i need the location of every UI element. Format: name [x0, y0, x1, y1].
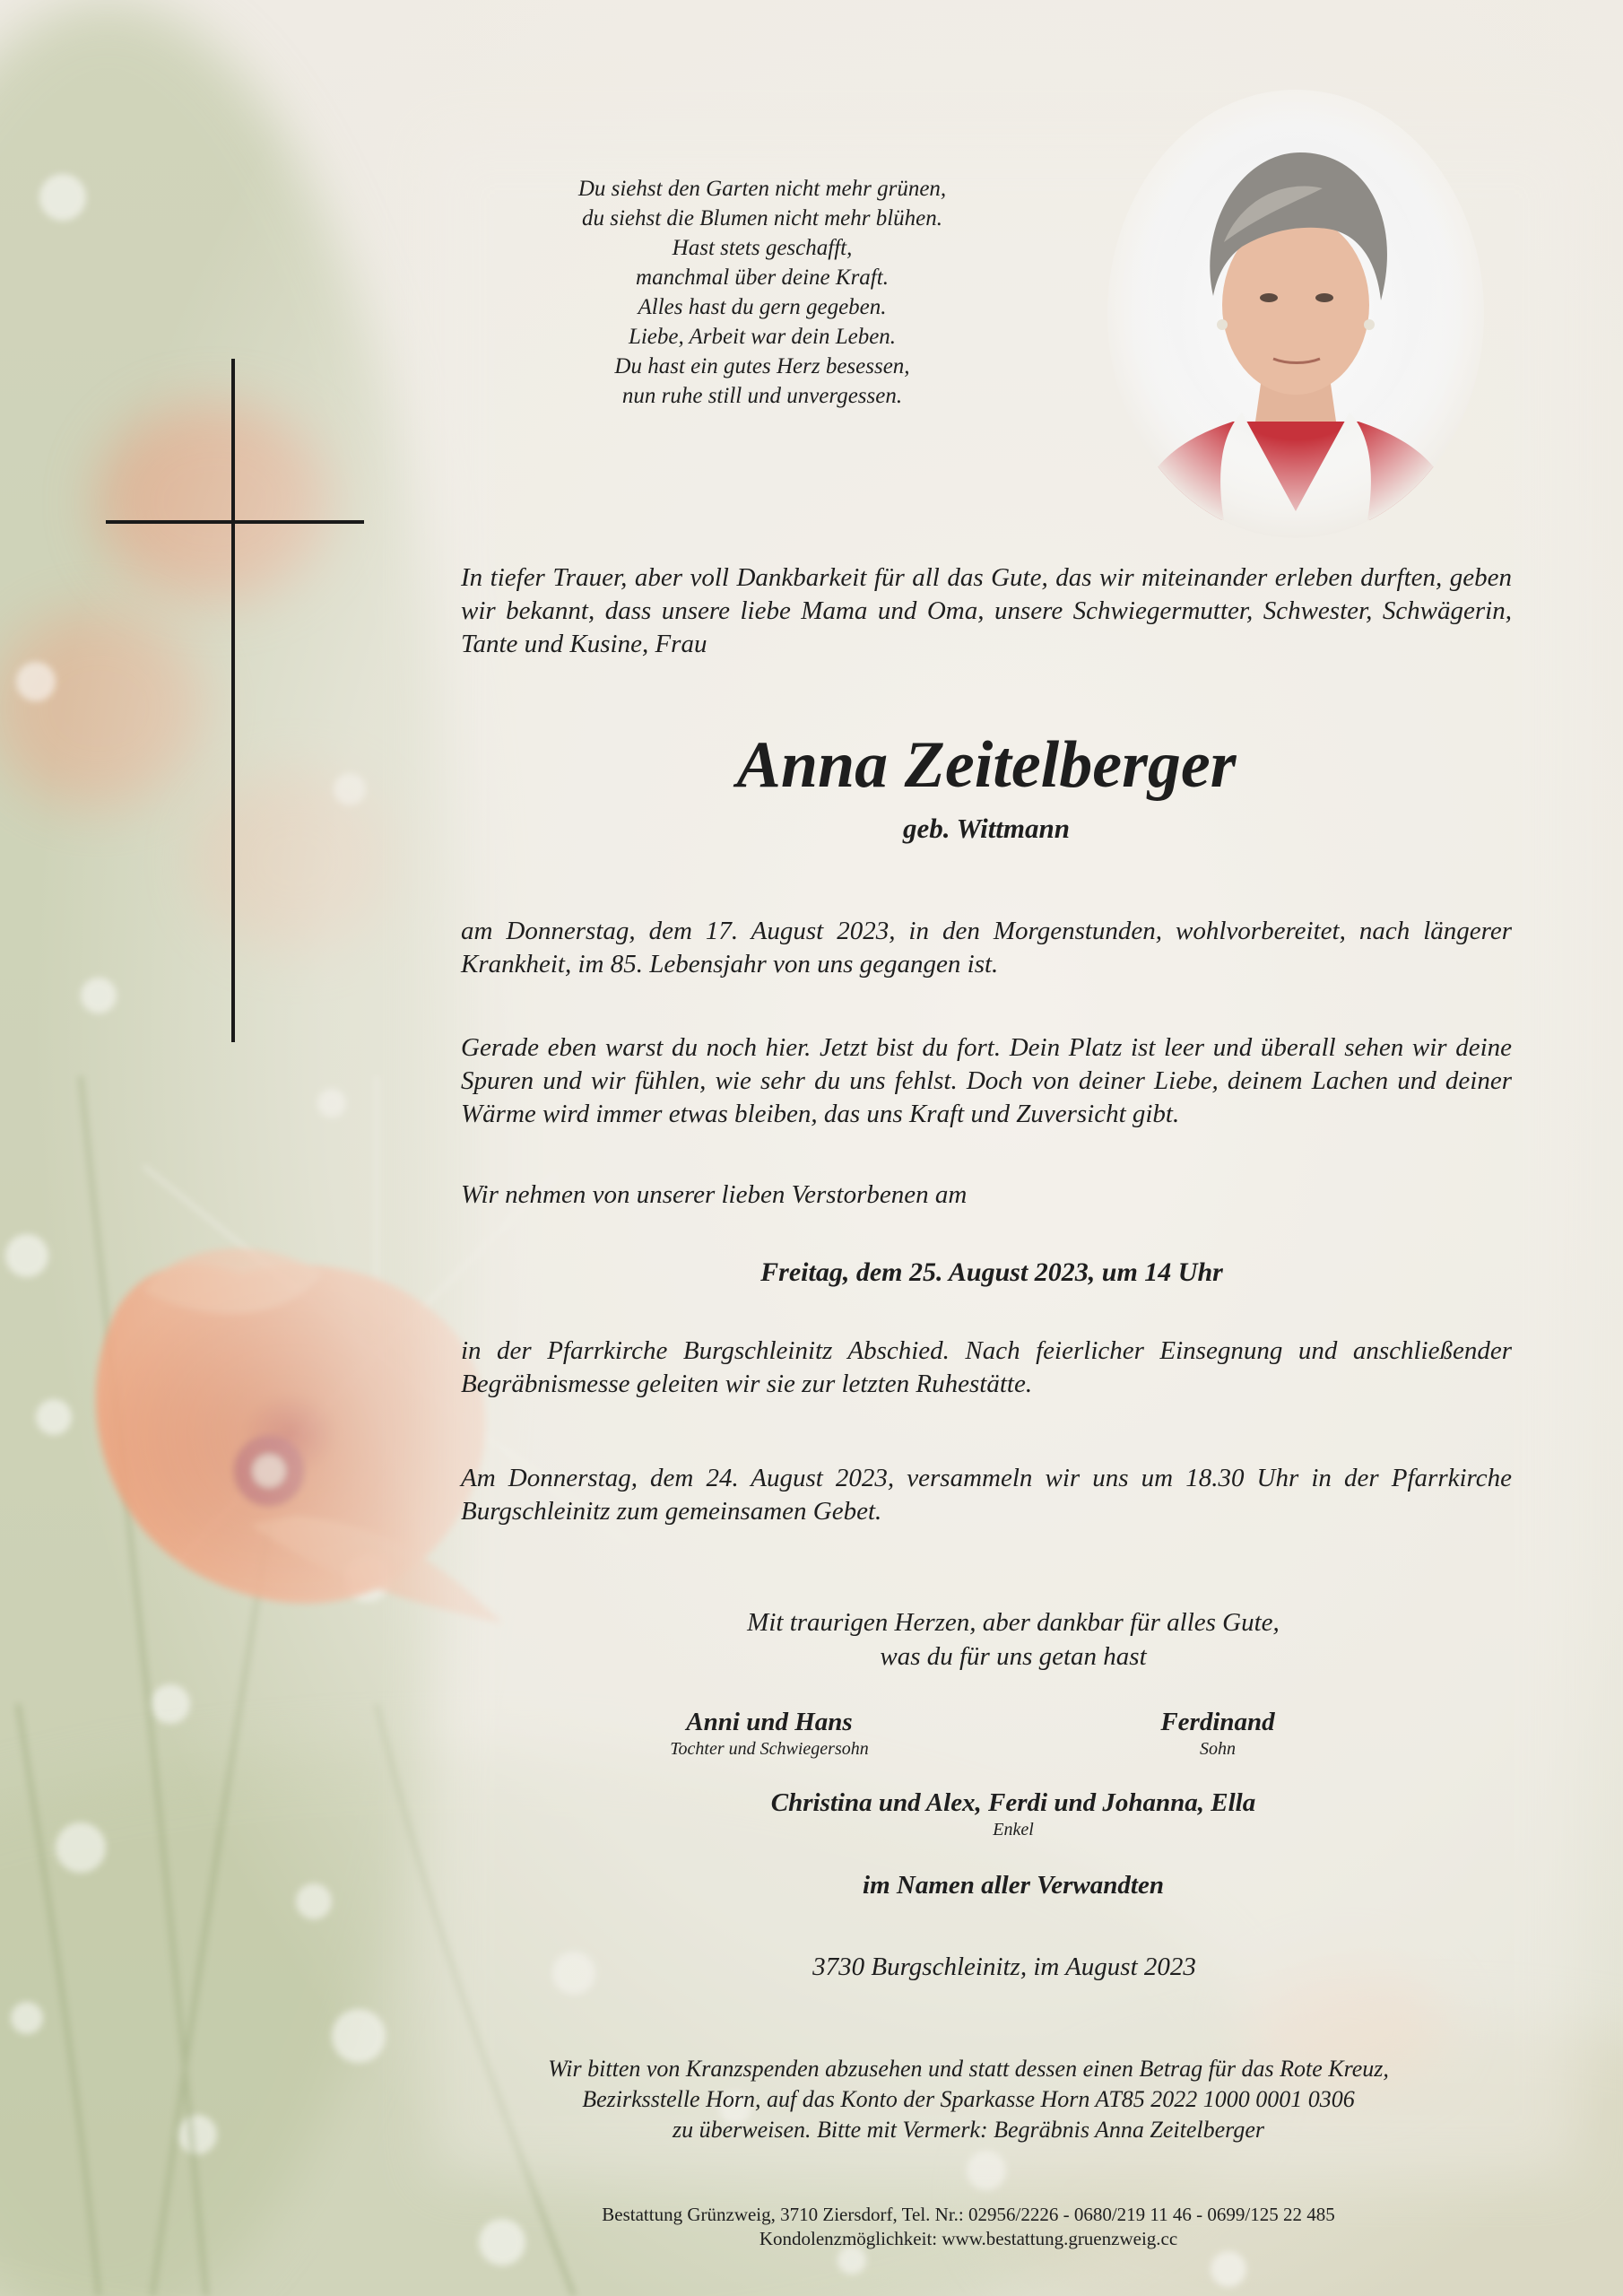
portrait-photo: [1107, 90, 1484, 538]
mourner-name: Anni und Hans: [686, 1708, 853, 1736]
mourner-role: Sohn: [1200, 1739, 1236, 1759]
poem-line: Hast stets geschafft,: [672, 236, 853, 260]
relatives-line: im Namen aller Verwandten: [863, 1871, 1164, 1900]
portrait-illustration: [1107, 90, 1484, 538]
memorial-poem: [493, 174, 1031, 411]
grandchildren-role: Enkel: [993, 1820, 1034, 1839]
closing-line: was du für uns getan hast: [880, 1642, 1147, 1671]
donation-line: Bezirksstelle Horn, auf das Konto der Sparkasse Horn AT85 2022 1000 0001 0306: [582, 2086, 1355, 2112]
poem-line: Alles hast du gern gegeben.: [638, 295, 887, 319]
poem-line: nun ruhe still und unvergessen.: [621, 384, 903, 408]
donation-line: Wir bitten von Kranzspenden abzusehen und statt dessen einen Betrag für das Rote Kreuz,: [548, 2056, 1389, 2082]
poem-line: Du siehst den Garten nicht mehr grünen,: [577, 177, 947, 201]
funeral-date: Freitag, dem 25. August 2023, um 14 Uhr: [760, 1257, 1223, 1287]
grandchildren-names: Christina und Alex, Ferdi und Johanna, Ella: [770, 1788, 1256, 1817]
intro-paragraph: In tiefer Trauer, aber voll Dankbarkeit für all das Gute, das wir miteinander erleben durften, geben wir bekannt, dass unsere liebe Mama und Oma, unsere Schwiegermutter, Schwester, Schwägerin, Tante und Kusine, Frau: [461, 563, 1512, 658]
cross-icon: [231, 359, 235, 1042]
maiden-name: geb. Wittmann: [902, 813, 1071, 844]
prayer-paragraph: Am Donnerstag, dem 24. August 2023, versammeln wir uns um 18.30 Uhr in der Pfarrkirche Burgschleinitz zum gemeinsamen Gebet.: [461, 1464, 1512, 1526]
closing-line: Mit traurigen Herzen, aber dankbar für alles Gute,: [747, 1608, 1280, 1637]
poem-line: Du hast ein gutes Herz besessen,: [614, 354, 910, 378]
place-date: 3730 Burgschleinitz, im August 2023: [812, 1952, 1196, 1981]
undertaker-info: [430, 2203, 1506, 2251]
tribute-paragraph: Gerade eben warst du noch hier. Jetzt bist du fort. Dein Platz ist leer und überall sehen wir deine Spuren und wir fühlen, wie sehr du uns fehlst. Doch von deiner Liebe, deinem Lachen und deiner Wärme wird immer etwas bleiben, das uns Kraft und Zuversicht gibt.: [461, 1033, 1512, 1128]
mourner-role: Tochter und Schwiegersohn: [670, 1739, 869, 1759]
donation-note: [430, 2054, 1506, 2145]
cross-bar: [106, 520, 364, 524]
donation-line: zu überweisen. Bitte mit Vermerk: Begräbnis Anna Zeitelberger: [672, 2117, 1264, 2143]
deceased-name: Anna Zeitelberger: [736, 728, 1237, 802]
mourner-name: Ferdinand: [1160, 1708, 1275, 1736]
condolence-link[interactable]: Kondolenzmöglichkeit: www.bestattung.gruenzweig.cc: [759, 2228, 1178, 2249]
funeral-details-paragraph: in der Pfarrkirche Burgschleinitz Abschied. Nach feierlicher Einsegnung und anschließender Begräbnismesse geleiten wir sie zur letzten Ruhestätte.: [461, 1336, 1512, 1398]
poem-line: manchmal über deine Kraft.: [636, 265, 889, 290]
poem-line: du siehst die Blumen nicht mehr blühen.: [581, 206, 942, 230]
farewell-intro: Wir nehmen von unserer lieben Verstorbenen am: [461, 1180, 968, 1209]
poem-line: Liebe, Arbeit war dein Leben.: [628, 325, 897, 349]
death-notice-paragraph: am Donnerstag, dem 17. August 2023, in den Morgenstunden, wohlvorbereitet, nach längerer Krankheit, im 85. Lebensjahr von uns gegangen ist.: [461, 917, 1512, 978]
undertaker-line: Bestattung Grünzweig, 3710 Ziersdorf, Tel. Nr.: 02956/2226 - 0680/219 11 46 - 0699/125 22 485: [602, 2204, 1335, 2225]
